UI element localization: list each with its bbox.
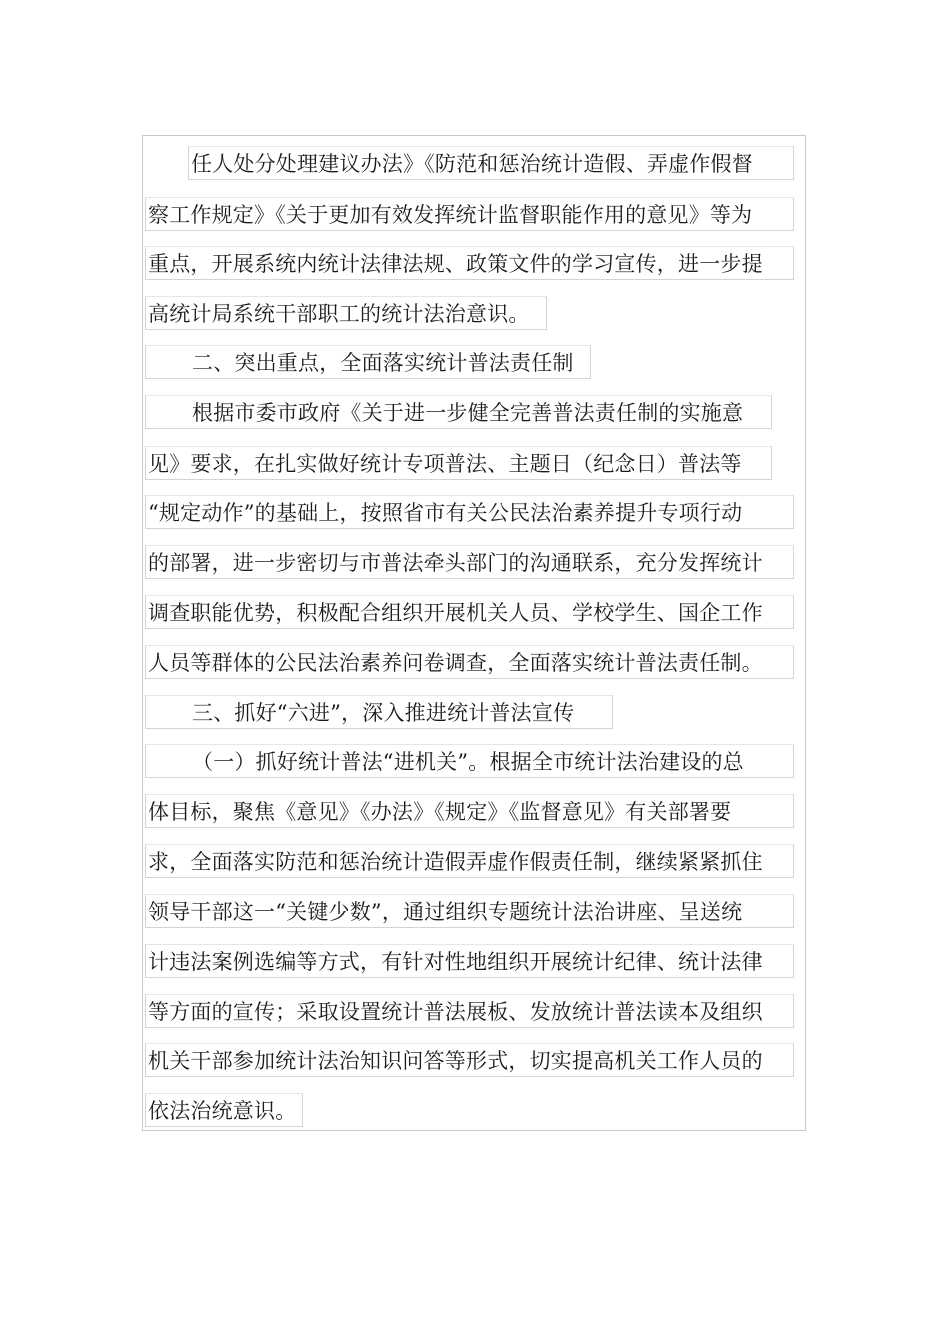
text-line: （一）抓好统计普法“进机关”。根据全市统计法治建设的总 xyxy=(145,744,794,778)
text-line: 任人处分处理建议办法》《防范和惩治统计造假、弄虚作假督 xyxy=(188,146,794,180)
text-line: 依法治统意识。 xyxy=(145,1093,303,1127)
text-line: 人员等群体的公民法治素养问卷调查，全面落实统计普法责任制。 xyxy=(145,645,794,679)
section-heading: 二、突出重点，全面落实统计普法责任制 xyxy=(145,345,591,379)
text-line: 见》要求，在扎实做好统计专项普法、主题日（纪念日）普法等 xyxy=(145,446,772,480)
text-line: 领导干部这一“关键少数”，通过组织专题统计法治讲座、呈送统 xyxy=(145,894,794,928)
text-line: 等方面的宣传；采取设置统计普法展板、发放统计普法读本及组织 xyxy=(145,994,794,1028)
page-frame xyxy=(142,135,806,1131)
text-line: 调查职能优势，积极配合组织开展机关人员、学校学生、国企工作 xyxy=(145,595,794,629)
text-line: “规定动作”的基础上，按照省市有关公民法治素养提升专项行动 xyxy=(145,495,794,529)
text-line: 机关干部参加统计法治知识问答等形式，切实提高机关工作人员的 xyxy=(145,1043,794,1077)
section-heading: 三、抓好“六进”，深入推进统计普法宣传 xyxy=(145,695,613,729)
text-line: 计违法案例选编等方式，有针对性地组织开展统计纪律、统计法律 xyxy=(145,944,794,978)
text-line: 高统计局系统干部职工的统计法治意识。 xyxy=(145,296,547,330)
text-line: 的部署，进一步密切与市普法牵头部门的沟通联系，充分发挥统计 xyxy=(145,545,794,579)
text-line: 求，全面落实防范和惩治统计造假弄虚作假责任制，继续紧紧抓住 xyxy=(145,844,794,878)
text-line: 根据市委市政府《关于进一步健全完善普法责任制的实施意 xyxy=(145,395,772,429)
text-line: 察工作规定》《关于更加有效发挥统计监督职能作用的意见》等为 xyxy=(145,197,794,231)
text-line: 体目标，聚焦《意见》《办法》《规定》《监督意见》有关部署要 xyxy=(145,794,794,828)
text-line: 重点，开展系统内统计法律法规、政策文件的学习宣传，进一步提 xyxy=(145,246,794,280)
